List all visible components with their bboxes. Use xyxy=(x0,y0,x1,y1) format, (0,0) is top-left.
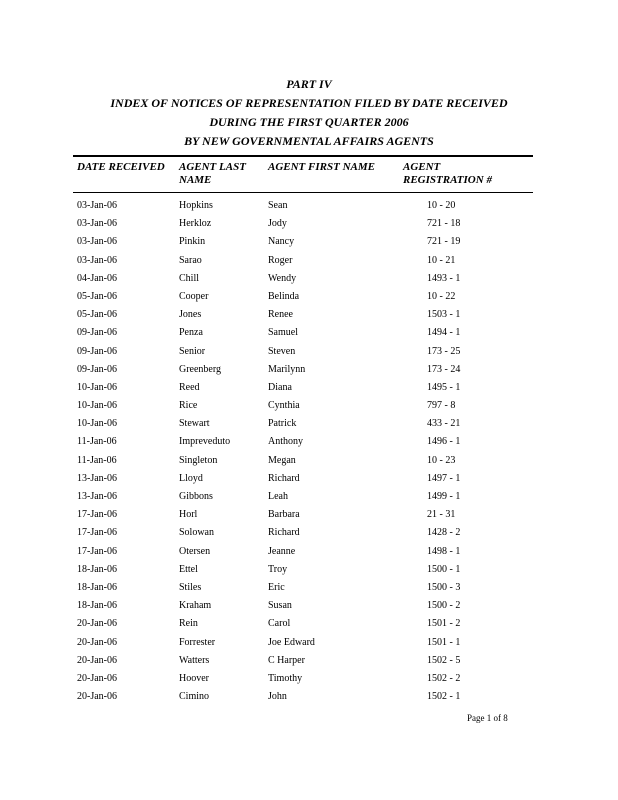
agent-last-name-cell: Jones xyxy=(179,309,202,321)
table-row xyxy=(0,197,618,215)
table-row xyxy=(0,343,618,361)
agent-first-name-cell: Timothy xyxy=(268,672,303,684)
agent-registration-cell: 1496 - 1 xyxy=(427,436,461,448)
agent-first-name-cell: C Harper xyxy=(268,654,305,666)
agent-registration-cell: 1503 - 1 xyxy=(427,309,461,321)
document-title-block xyxy=(0,75,618,151)
agent-first-name-cell: Renee xyxy=(268,309,293,321)
table-row xyxy=(0,543,618,561)
agent-registration-cell: 1428 - 2 xyxy=(427,527,461,539)
table-body xyxy=(0,197,618,706)
date-received-cell: 17-Jan-06 xyxy=(77,509,117,521)
agent-last-name-cell: Cooper xyxy=(179,290,209,302)
table-row xyxy=(0,324,618,342)
agent-first-name-cell: Sean xyxy=(268,200,288,211)
agent-registration-cell: 21 - 31 xyxy=(427,509,456,521)
table-row xyxy=(0,252,618,270)
agent-first-name-cell: Marilynn xyxy=(268,363,306,375)
agent-last-name-cell: Reed xyxy=(179,381,200,393)
agent-registration-cell: 173 - 25 xyxy=(427,345,461,357)
agent-first-name-cell: Steven xyxy=(268,345,296,357)
col-header-registration-line2: REGISTRATION # xyxy=(403,174,492,186)
agent-last-name-cell: Penza xyxy=(179,327,203,339)
table-row xyxy=(0,634,618,652)
date-received-cell: 17-Jan-06 xyxy=(77,527,117,539)
agent-registration-cell: 433 - 21 xyxy=(427,418,461,430)
agent-last-name-cell: Ettel xyxy=(179,563,198,575)
agent-first-name-cell: Anthony xyxy=(268,436,303,448)
agent-first-name-cell: Samuel xyxy=(268,327,298,339)
agent-first-name-cell: Nancy xyxy=(268,236,295,248)
table-header xyxy=(0,161,618,191)
table-row xyxy=(0,288,618,306)
date-received-cell: 20-Jan-06 xyxy=(77,672,117,684)
agent-registration-cell: 10 - 22 xyxy=(427,290,456,302)
index-title: INDEX OF NOTICES OF REPRESENTATION FILED BY DATE RECEIVED xyxy=(110,96,508,110)
table-row xyxy=(0,561,618,579)
part-heading: PART IV xyxy=(286,77,332,91)
agent-registration-cell: 721 - 18 xyxy=(427,218,461,230)
date-received-cell: 18-Jan-06 xyxy=(77,600,117,612)
agent-last-name-cell: Chill xyxy=(179,272,200,284)
table-row xyxy=(0,415,618,433)
col-header-last-name-line1: AGENT LAST xyxy=(179,161,246,173)
agent-last-name-cell: Horl xyxy=(179,509,198,521)
agent-registration-cell: 1502 - 2 xyxy=(427,672,461,684)
agent-first-name-cell: Cynthia xyxy=(268,400,300,412)
table-row xyxy=(0,615,618,633)
page-number: Page 1 of 8 xyxy=(467,713,508,723)
col-header-first-name: AGENT FIRST NAME xyxy=(268,161,375,173)
agent-registration-cell: 1500 - 2 xyxy=(427,600,461,612)
date-received-cell: 20-Jan-06 xyxy=(77,618,117,630)
table-row xyxy=(0,524,618,542)
table-row xyxy=(0,597,618,615)
agents-subtitle: BY NEW GOVERNMENTAL AFFAIRS AGENTS xyxy=(184,134,434,148)
agent-last-name-cell: Solowan xyxy=(179,527,214,539)
table-row xyxy=(0,233,618,251)
date-received-cell: 10-Jan-06 xyxy=(77,418,117,430)
col-header-registration-line1: AGENT xyxy=(403,161,441,173)
agent-last-name-cell: Greenberg xyxy=(179,363,222,375)
agent-first-name-cell: Diana xyxy=(268,381,292,393)
agent-last-name-cell: Sarao xyxy=(179,254,202,266)
agent-registration-cell: 1502 - 1 xyxy=(427,691,461,703)
table-row xyxy=(0,306,618,324)
agent-registration-cell: 1493 - 1 xyxy=(427,272,461,284)
agent-first-name-cell: Joe Edward xyxy=(268,636,315,648)
date-received-cell: 03-Jan-06 xyxy=(77,254,117,266)
table-row xyxy=(0,652,618,670)
agent-registration-cell: 1494 - 1 xyxy=(427,327,461,339)
date-received-cell: 18-Jan-06 xyxy=(77,563,117,575)
agent-last-name-cell: Watters xyxy=(179,654,210,666)
date-received-cell: 11-Jan-06 xyxy=(77,454,117,466)
table-row xyxy=(0,270,618,288)
agent-registration-cell: 1500 - 1 xyxy=(427,563,461,575)
agent-first-name-cell: Barbara xyxy=(268,509,300,521)
agent-first-name-cell: Eric xyxy=(268,581,285,593)
agent-first-name-cell: Wendy xyxy=(268,272,297,284)
date-received-cell: 13-Jan-06 xyxy=(77,472,117,484)
agent-registration-cell: 10 - 21 xyxy=(427,254,456,266)
agent-first-name-cell: Megan xyxy=(268,454,296,466)
table-row xyxy=(0,470,618,488)
agent-last-name-cell: Hoover xyxy=(179,672,209,684)
col-header-last-name xyxy=(179,161,246,187)
agent-last-name-cell: Impreveduto xyxy=(179,436,231,448)
agent-registration-cell: 1500 - 3 xyxy=(427,581,461,593)
date-received-cell: 20-Jan-06 xyxy=(77,636,117,648)
date-received-cell: 17-Jan-06 xyxy=(77,545,117,557)
date-received-cell: 11-Jan-06 xyxy=(77,436,117,448)
agent-last-name-cell: Stiles xyxy=(179,581,202,593)
agent-first-name-cell: Belinda xyxy=(268,290,300,302)
date-received-cell: 09-Jan-06 xyxy=(77,345,117,357)
agent-last-name-cell: Pinkin xyxy=(179,236,206,248)
agent-last-name-cell: Otersen xyxy=(179,545,211,557)
col-header-last-name-line2: NAME xyxy=(179,174,212,186)
date-received-cell: 09-Jan-06 xyxy=(77,363,117,375)
agent-last-name-cell: Singleton xyxy=(179,454,218,466)
header-bottom-rule xyxy=(73,192,533,193)
agent-first-name-cell: Richard xyxy=(268,472,300,484)
table-row xyxy=(0,506,618,524)
date-received-cell: 05-Jan-06 xyxy=(77,309,117,321)
agent-registration-cell: 10 - 20 xyxy=(427,200,456,211)
table-row xyxy=(0,452,618,470)
date-received-cell: 04-Jan-06 xyxy=(77,272,117,284)
col-header-registration xyxy=(403,161,492,187)
table-row xyxy=(0,688,618,706)
agent-registration-cell: 1499 - 1 xyxy=(427,491,461,502)
date-received-cell: 13-Jan-06 xyxy=(77,491,117,502)
agent-first-name-cell: Troy xyxy=(268,563,288,575)
agent-registration-cell: 1495 - 1 xyxy=(427,381,461,393)
agent-registration-cell: 1501 - 1 xyxy=(427,636,461,648)
date-received-cell: 09-Jan-06 xyxy=(77,327,117,339)
date-received-cell: 03-Jan-06 xyxy=(77,218,117,230)
agent-first-name-cell: Richard xyxy=(268,527,300,539)
agent-last-name-cell: Hopkins xyxy=(179,200,213,211)
agent-registration-cell: 10 - 23 xyxy=(427,454,456,466)
agent-registration-cell: 173 - 24 xyxy=(427,363,461,375)
col-header-date: DATE RECEIVED xyxy=(77,161,165,173)
agent-first-name-cell: John xyxy=(268,691,287,703)
date-received-cell: 10-Jan-06 xyxy=(77,400,117,412)
table-row xyxy=(0,670,618,688)
table-row xyxy=(0,488,618,506)
agent-registration-cell: 797 - 8 xyxy=(427,400,456,412)
agent-last-name-cell: Rice xyxy=(179,400,198,412)
table-row xyxy=(0,215,618,233)
agent-registration-cell: 1497 - 1 xyxy=(427,472,461,484)
date-received-cell: 20-Jan-06 xyxy=(77,654,117,666)
agent-last-name-cell: Herkloz xyxy=(179,218,212,230)
date-received-cell: 20-Jan-06 xyxy=(77,691,117,703)
agent-first-name-cell: Patrick xyxy=(268,418,297,430)
agent-last-name-cell: Stewart xyxy=(179,418,210,430)
agent-last-name-cell: Rein xyxy=(179,618,198,630)
agent-first-name-cell: Roger xyxy=(268,254,293,266)
agent-first-name-cell: Leah xyxy=(268,491,288,502)
agent-first-name-cell: Jody xyxy=(268,218,287,230)
agent-last-name-cell: Cimino xyxy=(179,691,210,703)
date-received-cell: 10-Jan-06 xyxy=(77,381,117,393)
agent-registration-cell: 1498 - 1 xyxy=(427,545,461,557)
agent-last-name-cell: Lloyd xyxy=(179,472,203,484)
table-row xyxy=(0,361,618,379)
agent-first-name-cell: Jeanne xyxy=(268,545,296,557)
agent-last-name-cell: Forrester xyxy=(179,636,216,648)
agent-first-name-cell: Carol xyxy=(268,618,291,630)
table-row xyxy=(0,579,618,597)
quarter-subtitle: DURING THE FIRST QUARTER 2006 xyxy=(209,115,409,129)
agent-last-name-cell: Gibbons xyxy=(179,491,213,502)
header-top-rule xyxy=(73,155,533,157)
date-received-cell: 03-Jan-06 xyxy=(77,200,117,211)
agent-registration-cell: 1502 - 5 xyxy=(427,654,461,666)
agent-registration-cell: 1501 - 2 xyxy=(427,618,461,630)
date-received-cell: 05-Jan-06 xyxy=(77,290,117,302)
date-received-cell: 03-Jan-06 xyxy=(77,236,117,248)
table-row xyxy=(0,433,618,451)
table-row xyxy=(0,397,618,415)
table-row xyxy=(0,379,618,397)
agent-last-name-cell: Kraham xyxy=(179,600,212,612)
agent-registration-cell: 721 - 19 xyxy=(427,236,461,248)
agent-first-name-cell: Susan xyxy=(268,600,292,612)
agent-last-name-cell: Senior xyxy=(179,345,206,357)
date-received-cell: 18-Jan-06 xyxy=(77,581,117,593)
